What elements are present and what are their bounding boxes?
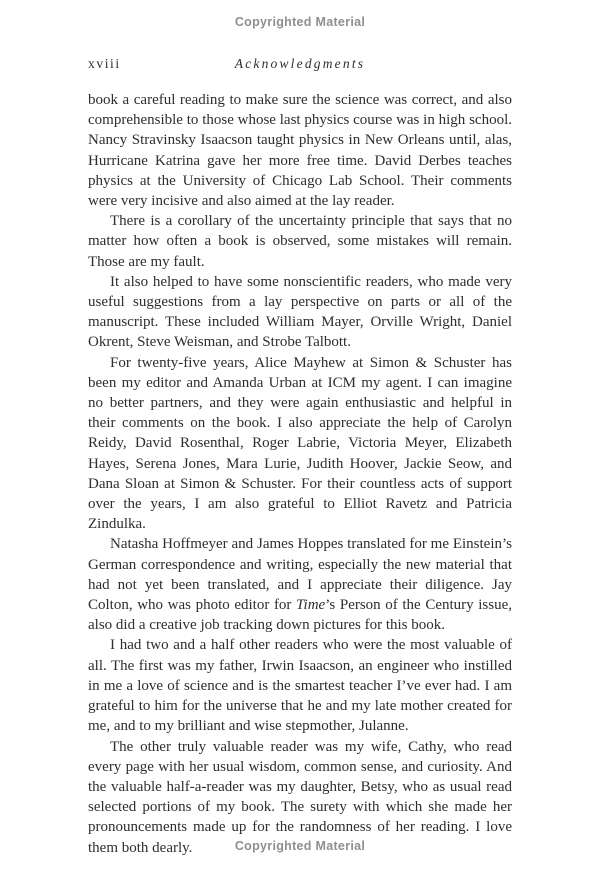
paragraph [88,534,512,635]
text-segment: book a careful reading to make sure the science was correct, and also comprehensible to those whose last physics course was in high school. Nancy Stravinsky Isaacson taught physics in New Orleans until, alas, Hurricane Katrina gave her more free time. David Derbes teaches physics at the University of Chicago Lab School. Their comments were very incisive and also aimed at the lay reader. [88,92,512,210]
paragraph [88,211,512,272]
running-header [88,56,512,72]
copyright-notice-top: Copyrighted Material [234,15,366,29]
paragraph [88,90,512,211]
paragraph [88,272,512,353]
running-head-title: Acknowledgments [234,56,366,71]
copyright-notice-bottom: Copyrighted Material [234,839,366,853]
text-segment: ’s Person of the Century issue, also did a creative job tracking down pictures for this book. [88,597,513,634]
text-segment: It also helped to have some nonscientific readers, who made very useful suggestions from a lay perspective on parts or all of the manuscript. These included William Mayer, Orville Wright, Daniel Okrent, Steve Weisman, and Strobe Talbott. [88,273,512,351]
text-segment: I had two and a half other readers who were the most valuable of all. The first was my father, Irwin Isaacson, an engineer who instilled in me a love of science and is the smartest teacher I’ve ever had. I am grateful to him for the universe that he and my late mother created for me, and to my brilliant and wise stepmother, Julanne. [88,637,512,735]
text-segment: Natasha Hoffmeyer and James Hoppes translated for me Einstein’s German correspondence and writing, especially the new material that had not yet been translated, and I appreciate their diligence. Jay Colton, who was photo editor for [88,536,512,614]
page-number: xviii [88,56,121,71]
text-segment: For twenty-five years, Alice Mayhew at Simon & Schuster has been my editor and Amanda Urban at ICM my agent. I can imagine no better partners, and they were again enthusiastic and helpful in their comments on the book. I also appreciate the help of Carolyn Reidy, David Rosenthal, Roger Labrie, Victoria Meyer, Elizabeth Hayes, Serena Jones, Mara Lurie, Judith Hoover, Jackie Seow, and Dana Sloan at Simon & Schuster. For their countless acts of support over the years, I am also grateful to Elliot Ravetz and Patricia Zindulka. [88,354,512,533]
body-paragraphs [88,90,512,858]
italic-term: Time [296,597,326,614]
text-segment: The other truly valuable reader was my wife, Cathy, who read every page with her usual wisdom, common sense, and curiosity. And the valuable half-a-reader was my daughter, Betsy, who as usual read selected portions of my book. The surety with which she made her pronouncements made up for the randomness of her reading. I love them both dearly. [88,738,512,856]
text-segment: There is a corollary of the uncertainty principle that says that no matter how often a book is observed, some mistakes will remain. Those are my fault. [88,213,512,270]
paragraph [88,353,512,535]
paragraph [88,635,512,736]
